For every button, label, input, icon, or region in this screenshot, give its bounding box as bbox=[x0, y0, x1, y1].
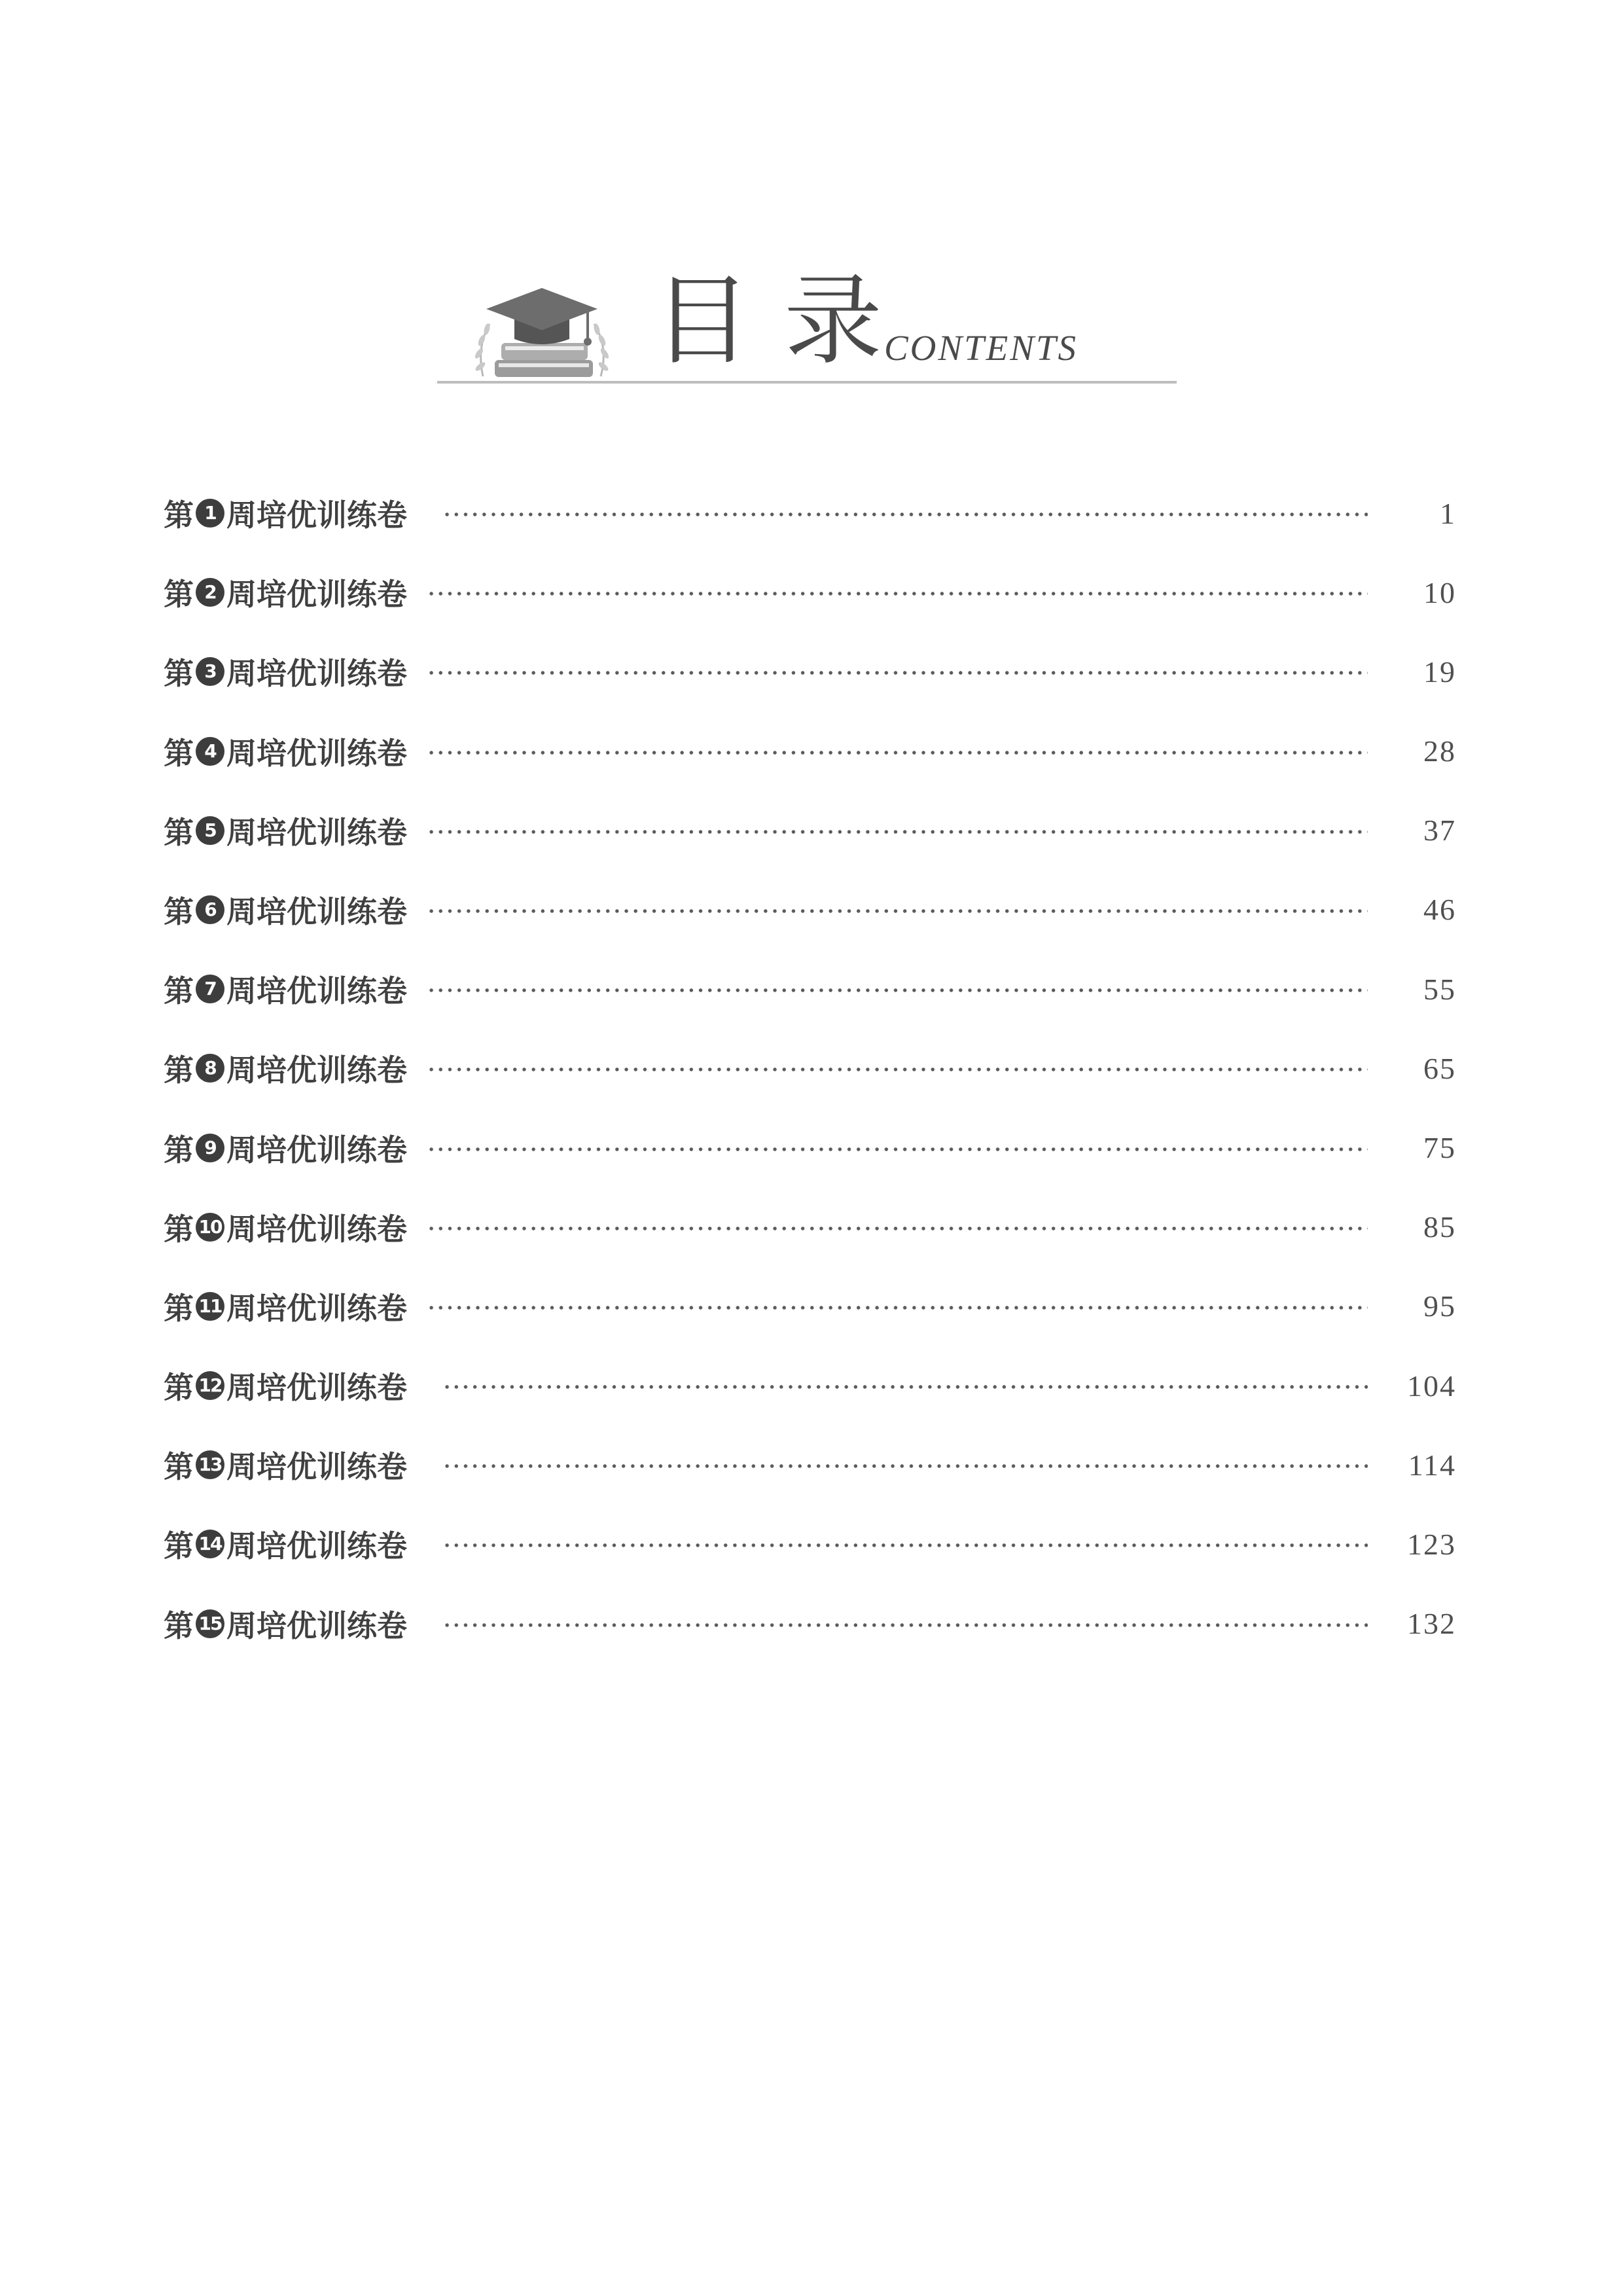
entry-suffix: 周培优训练卷 bbox=[226, 1449, 407, 1485]
entry-title bbox=[164, 492, 407, 535]
entry-page-number: 95 bbox=[1423, 1289, 1456, 1323]
entry-page-number: 19 bbox=[1423, 655, 1456, 689]
page-title: 目录 bbox=[653, 264, 916, 378]
dot-leader bbox=[427, 1067, 1368, 1071]
dot-leader bbox=[427, 671, 1368, 675]
dot-leader bbox=[427, 1306, 1368, 1310]
entry-prefix: 第 bbox=[164, 1290, 194, 1326]
entry-title bbox=[164, 1364, 407, 1407]
entry-title bbox=[164, 730, 407, 773]
entry-prefix: 第 bbox=[164, 1607, 194, 1643]
entry-title bbox=[164, 1522, 407, 1566]
dot-leader bbox=[427, 1147, 1368, 1151]
entry-suffix: 周培优训练卷 bbox=[226, 656, 407, 692]
entry-number-badge: 3 bbox=[196, 657, 224, 686]
title-divider bbox=[437, 381, 1177, 384]
entry-title bbox=[164, 888, 407, 931]
entry-title bbox=[164, 1126, 407, 1170]
entry-page-number: 46 bbox=[1423, 893, 1456, 927]
toc-entry[interactable] bbox=[164, 474, 1456, 552]
dot-leader bbox=[442, 1543, 1368, 1547]
entry-page-number: 132 bbox=[1407, 1607, 1456, 1641]
entry-prefix: 第 bbox=[164, 1370, 194, 1406]
entry-page-number: 114 bbox=[1408, 1448, 1456, 1482]
entry-suffix: 周培优训练卷 bbox=[226, 1528, 407, 1564]
entry-number-badge: 1 bbox=[196, 499, 224, 528]
dot-leader bbox=[427, 592, 1368, 596]
entry-prefix: 第 bbox=[164, 1449, 194, 1485]
entry-number-badge: 11 bbox=[196, 1292, 224, 1321]
entry-title bbox=[164, 1206, 407, 1249]
entry-prefix: 第 bbox=[164, 735, 194, 771]
entry-number-badge: 4 bbox=[196, 737, 224, 766]
contents-header bbox=[437, 255, 1177, 386]
entry-suffix: 周培优训练卷 bbox=[226, 1607, 407, 1643]
entry-number-badge: 12 bbox=[196, 1371, 224, 1400]
entry-suffix: 周培优训练卷 bbox=[226, 814, 407, 850]
entry-prefix: 第 bbox=[164, 1528, 194, 1564]
entry-page-number: 75 bbox=[1423, 1131, 1456, 1164]
toc-entry[interactable] bbox=[164, 553, 1456, 632]
entry-page-number: 10 bbox=[1423, 575, 1456, 609]
entry-page-number: 65 bbox=[1423, 1051, 1456, 1085]
entry-suffix: 周培优训练卷 bbox=[226, 497, 407, 533]
entry-title bbox=[164, 809, 407, 852]
entry-page-number: 28 bbox=[1423, 734, 1456, 768]
entry-number-badge: 10 bbox=[196, 1213, 224, 1242]
toc-entry[interactable] bbox=[164, 632, 1456, 711]
dot-leader bbox=[442, 1464, 1368, 1468]
entry-prefix: 第 bbox=[164, 656, 194, 692]
entry-prefix: 第 bbox=[164, 1211, 194, 1247]
toc-entry[interactable] bbox=[164, 1346, 1456, 1425]
toc-entry[interactable] bbox=[164, 1505, 1456, 1583]
dot-leader bbox=[442, 1623, 1368, 1627]
toc-entry[interactable] bbox=[164, 1029, 1456, 1107]
entry-suffix: 周培优训练卷 bbox=[226, 893, 407, 929]
dot-leader bbox=[427, 909, 1368, 913]
entry-title bbox=[164, 571, 407, 614]
entry-title bbox=[164, 1285, 407, 1328]
table-of-contents bbox=[164, 474, 1456, 1664]
toc-entry[interactable] bbox=[164, 1188, 1456, 1266]
entry-title bbox=[164, 650, 407, 693]
entry-number-badge: 7 bbox=[196, 975, 224, 1003]
dot-leader bbox=[427, 751, 1368, 755]
entry-suffix: 周培优训练卷 bbox=[226, 577, 407, 613]
entry-prefix: 第 bbox=[164, 973, 194, 1009]
entry-prefix: 第 bbox=[164, 1052, 194, 1088]
graduation-cap-on-books-icon bbox=[463, 262, 620, 386]
toc-entry[interactable] bbox=[164, 1109, 1456, 1187]
entry-page-number: 104 bbox=[1407, 1369, 1456, 1403]
dot-leader bbox=[427, 1227, 1368, 1230]
entry-number-badge: 15 bbox=[196, 1609, 224, 1638]
entry-suffix: 周培优训练卷 bbox=[226, 1370, 407, 1406]
entry-page-number: 1 bbox=[1440, 496, 1456, 530]
entry-prefix: 第 bbox=[164, 497, 194, 533]
entry-prefix: 第 bbox=[164, 893, 194, 929]
toc-entry[interactable] bbox=[164, 1426, 1456, 1504]
entry-title bbox=[164, 1602, 407, 1645]
entry-number-badge: 5 bbox=[196, 816, 224, 845]
dot-leader bbox=[427, 988, 1368, 992]
entry-suffix: 周培优训练卷 bbox=[226, 1290, 407, 1326]
entry-prefix: 第 bbox=[164, 814, 194, 850]
toc-entry[interactable] bbox=[164, 712, 1456, 791]
entry-title bbox=[164, 967, 407, 1011]
toc-entry[interactable] bbox=[164, 1267, 1456, 1346]
entry-prefix: 第 bbox=[164, 1132, 194, 1168]
dot-leader bbox=[427, 830, 1368, 834]
toc-entry[interactable] bbox=[164, 791, 1456, 870]
entry-page-number: 37 bbox=[1423, 814, 1456, 848]
dot-leader bbox=[442, 512, 1368, 516]
entry-suffix: 周培优训练卷 bbox=[226, 1132, 407, 1168]
entry-suffix: 周培优训练卷 bbox=[226, 1052, 407, 1088]
entry-number-badge: 8 bbox=[196, 1054, 224, 1083]
entry-suffix: 周培优训练卷 bbox=[226, 735, 407, 771]
entry-page-number: 85 bbox=[1423, 1210, 1456, 1244]
entry-page-number: 55 bbox=[1423, 972, 1456, 1006]
dot-leader bbox=[442, 1385, 1368, 1389]
entry-suffix: 周培优训练卷 bbox=[226, 973, 407, 1009]
entry-number-badge: 6 bbox=[196, 895, 224, 924]
entry-title bbox=[164, 1047, 407, 1090]
entry-number-badge: 2 bbox=[196, 578, 224, 607]
toc-entry[interactable] bbox=[164, 950, 1456, 1028]
toc-entry[interactable] bbox=[164, 870, 1456, 949]
page-subtitle: CONTENTS bbox=[884, 328, 1079, 368]
entry-title bbox=[164, 1443, 407, 1486]
entry-page-number: 123 bbox=[1407, 1527, 1456, 1561]
entry-prefix: 第 bbox=[164, 577, 194, 613]
entry-number-badge: 13 bbox=[196, 1450, 224, 1479]
entry-number-badge: 14 bbox=[196, 1530, 224, 1558]
toc-entry[interactable] bbox=[164, 1585, 1456, 1663]
entry-number-badge: 9 bbox=[196, 1134, 224, 1162]
entry-suffix: 周培优训练卷 bbox=[226, 1211, 407, 1247]
